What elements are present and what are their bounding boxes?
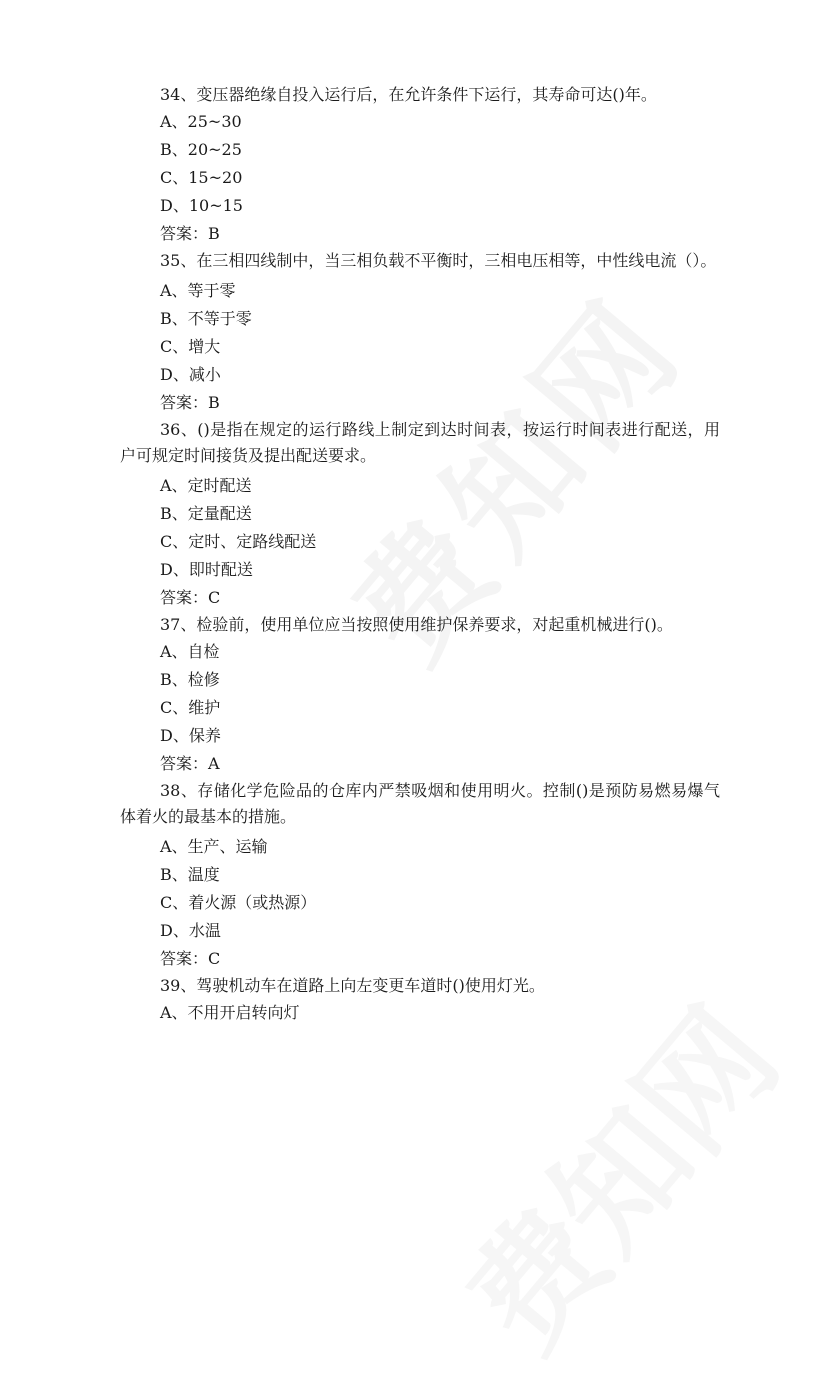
question (120, 778, 720, 973)
option: B、20~25 (160, 140, 242, 159)
option: A、不用开启转向灯 (160, 1003, 300, 1022)
option: D、10~15 (160, 196, 243, 215)
option: B、定量配送 (160, 504, 252, 523)
option: A、25~30 (160, 112, 242, 131)
question-text: 35、在三相四线制中，当三相负载不平衡时，三相电压相等，中性线电流（）。 (160, 251, 717, 270)
option: C、增大 (160, 337, 221, 356)
question (120, 417, 720, 612)
question-text: 37、检验前，使用单位应当按照使用维护保养要求，对起重机械进行()。 (160, 615, 673, 634)
answer: 答案：C (160, 949, 221, 968)
option: B、检修 (160, 670, 220, 689)
answer: 答案：C (160, 588, 221, 607)
option: B、不等于零 (160, 309, 252, 328)
option: D、水温 (160, 921, 221, 940)
question (120, 82, 720, 248)
option: D、保养 (160, 726, 221, 745)
answer: 答案：A (160, 754, 220, 773)
question-text: 39、驾驶机动车在道路上向左变更车道时()使用灯光。 (160, 976, 545, 995)
option: A、等于零 (160, 281, 236, 300)
question (120, 973, 720, 1027)
document-body (120, 82, 720, 1027)
option: A、自检 (160, 642, 220, 661)
option: B、温度 (160, 865, 220, 884)
question-text: 34、变压器绝缘自投入运行后，在允许条件下运行，其寿命可达()年。 (160, 85, 657, 104)
question-text: 38、存储化学危险品的仓库内严禁吸烟和使用明火。控制()是预防易燃易爆气体着火的最基本的措施。 (120, 781, 720, 826)
answer: 答案：B (160, 224, 220, 243)
question (120, 248, 720, 417)
question (120, 612, 720, 778)
option: C、15~20 (160, 168, 243, 187)
option: D、减小 (160, 365, 221, 384)
option: C、着火源（或热源） (160, 893, 317, 912)
option: A、生产、运输 (160, 837, 268, 856)
option: C、定时、定路线配送 (160, 532, 317, 551)
question-text: 36、()是指在规定的运行路线上制定到达时间表，按运行时间表进行配送，用户可规定时间接货及提出配送要求。 (120, 420, 720, 465)
answer: 答案：B (160, 393, 220, 412)
option: A、定时配送 (160, 476, 252, 495)
option: C、维护 (160, 698, 221, 717)
option: D、即时配送 (160, 560, 253, 579)
